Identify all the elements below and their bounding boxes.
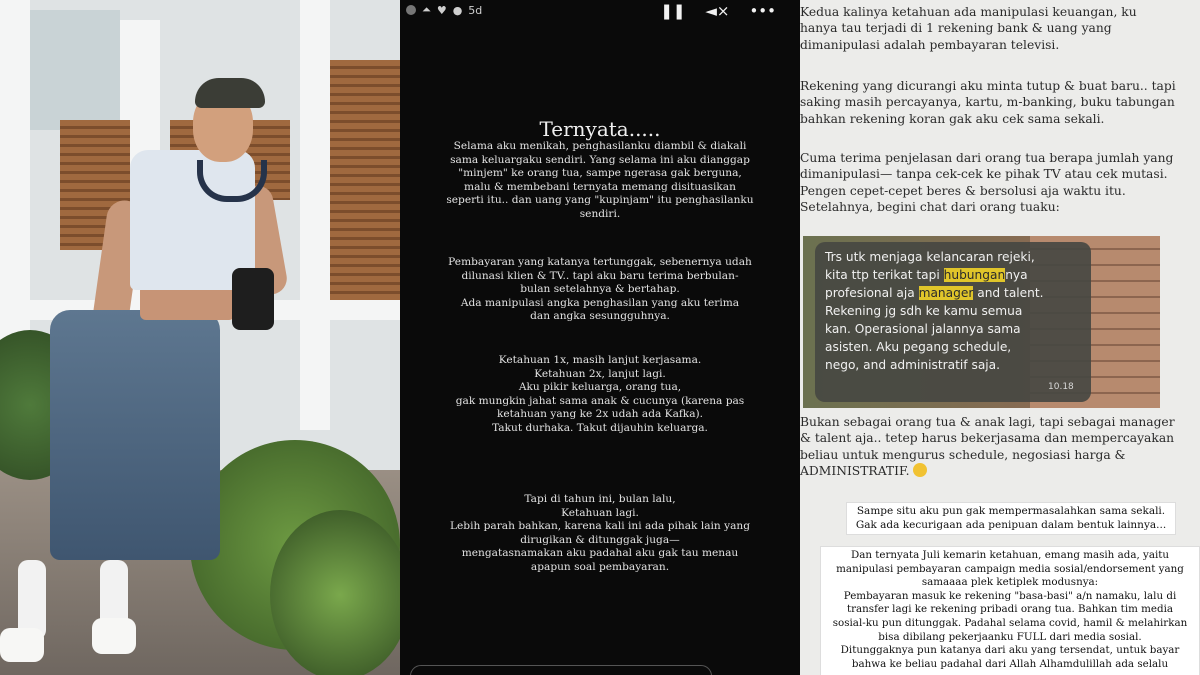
- globe-icon: ●: [452, 3, 463, 17]
- handbag: [232, 268, 274, 330]
- denim-skirt: [50, 310, 220, 560]
- chat-line: nya: [1005, 268, 1028, 282]
- story-light-panel: [800, 0, 1200, 675]
- window: [30, 10, 120, 130]
- notes-paragraph: [800, 414, 1200, 480]
- window-shutter: [330, 60, 400, 320]
- notes-paragraph: Rekening yang dicurangi aku minta tutup & buat baru.. tapi saking masih percayanya, kartu, m-banking, buku tabungan bahkan rekening koran gak aku cek sama sekali.: [800, 79, 1176, 126]
- notes-after-chat: Bukan sebagai orang tua & anak lagi, tapi sebagai manager & talent aja.. tetep harus bekerjasama dan mempercayakan beliau untuk mengurus schedule, negosiasi harga & ADMINISTRATIF.: [800, 415, 1175, 479]
- story-paragraph: Ketahuan 1x, masih lanjut kerjasama. Ketahuan 2x, lanjut lagi. Aku pikir keluarga, orang tua, gak mungkin jahat sama anak & cucunya (karena pas ketahuan yang ke 2x udah ada Kafka). Takut durhaka. Takut dijauhin keluarga.: [455, 354, 745, 434]
- sneaker: [92, 618, 136, 654]
- chat-line: profesional aja: [825, 286, 919, 300]
- plant-right-lower: [270, 510, 400, 675]
- smile-emoji-icon: [913, 463, 927, 477]
- highlighted-word: hubungan: [943, 268, 1006, 282]
- cap: [195, 78, 265, 108]
- chat-line: kan. Operasional jalannya sama: [825, 322, 1021, 336]
- chat-line: Rekening jg sdh ke kamu semua: [825, 304, 1023, 318]
- story-title: Ternyata.....: [539, 117, 661, 141]
- chat-line: Trs utk menjaga kelancaran rejeki,: [825, 250, 1035, 264]
- chat-message: [825, 248, 1085, 374]
- story-paragraph: Pembayaran yang katanya tertunggak, sebenernya udah dilunasi klien & TV.. tapi aku baru terima berbulan- bulan setelahnya & bertahap. Ada manipulasi angka penghasilan yang aku terima dan angka sesungguhnya.: [448, 256, 752, 323]
- note-box: Dan ternyata Juli kemarin ketahuan, emang masih ada, yaitu manipulasi pembayaran campaign media sosial/endorsement yang samaaaa plek ketiplek modusnya: Pembayaran masuk ke rekening "basa-basi" a/n namaku, lalu di transfer lagi ke rekening pribadi orang tua. Bahkan tim media sosial-ku pun ditunggak. Padahal selama covid, hamil & melahirkan bisa dibilang pekerjaanku FULL dari media sosial. Ditunggaknya pun katanya dari aku yang tersendat, untuk bayar bahwa ke beliau padahal dari Allah Alhamdulillah ada selalu: [820, 546, 1200, 675]
- avatar[interactable]: [406, 5, 416, 15]
- midriff: [140, 285, 235, 320]
- sneaker: [0, 628, 44, 662]
- story-paragraph: Tapi di tahun ini, bulan lalu, Ketahuan lagi. Lebih parah bahkan, karena kali ini ada pihak lain yang dirugikan & ditunggak juga— mengatasnamakan aku padahal aku gak tau menau apapun soal pembayaran.: [449, 493, 751, 573]
- story-controls: [660, 2, 776, 20]
- chat-line: asisten. Aku pegang schedule,: [825, 340, 1012, 354]
- notes-paragraph: Kedua kalinya ketahuan ada manipulasi keuangan, ku hanya tau terjadi di 1 rekening bank & uang yang dimanipulasi adalah pembayaran televisi.: [800, 5, 1137, 52]
- story-dark-panel: [400, 0, 800, 675]
- more-icon[interactable]: •••: [749, 2, 776, 20]
- story-paragraph: Selama aku menikah, penghasilanku diambil & diakali sama keluargaku sendiri. Yang selama ini aku dianggap "minjem" ke orang tua, sampe ngerasa gak berguna, malu & membebani ternyata memang disituasikan seperti itu.. dan uang yang "kupinjam" itu penghasilanku sendiri.: [446, 140, 754, 220]
- notes-paragraph: Cuma terima penjelasan dari orang tua berapa jumlah yang dimanipulasi— tanpa cek-cek ke pihak TV atau cek mutasi. Pengen cepet-cepet beres & bersolusi aja waktu itu. Setelahnya, begini chat dari orang tuaku:: [800, 151, 1174, 215]
- chat-line: nego, and administratif saja.: [825, 358, 1001, 372]
- user-icon: ⏶: [422, 3, 431, 16]
- chat-line: kita ttp terikat tapi: [825, 268, 944, 282]
- woman-photo: [0, 0, 400, 675]
- note-box: Sampe situ aku pun gak mempermasalahkan sama sekali. Gak ada kecurigaan ada penipuan dalam bentuk lainnya...: [846, 502, 1176, 535]
- heart-icon: ♥: [436, 3, 447, 17]
- story-header: [400, 0, 800, 22]
- chat-line: and talent.: [973, 286, 1044, 300]
- story-meta: [406, 3, 482, 17]
- mute-icon[interactable]: ◄×: [705, 2, 730, 20]
- reply-input[interactable]: [410, 665, 712, 675]
- chat-screenshot: [803, 236, 1160, 408]
- chat-timestamp: 10.18: [1048, 382, 1074, 392]
- story-age: 5d: [468, 3, 483, 17]
- pause-icon[interactable]: ❚❚: [660, 2, 686, 20]
- highlighted-word: manager: [918, 286, 974, 300]
- building-pillar: [300, 0, 330, 430]
